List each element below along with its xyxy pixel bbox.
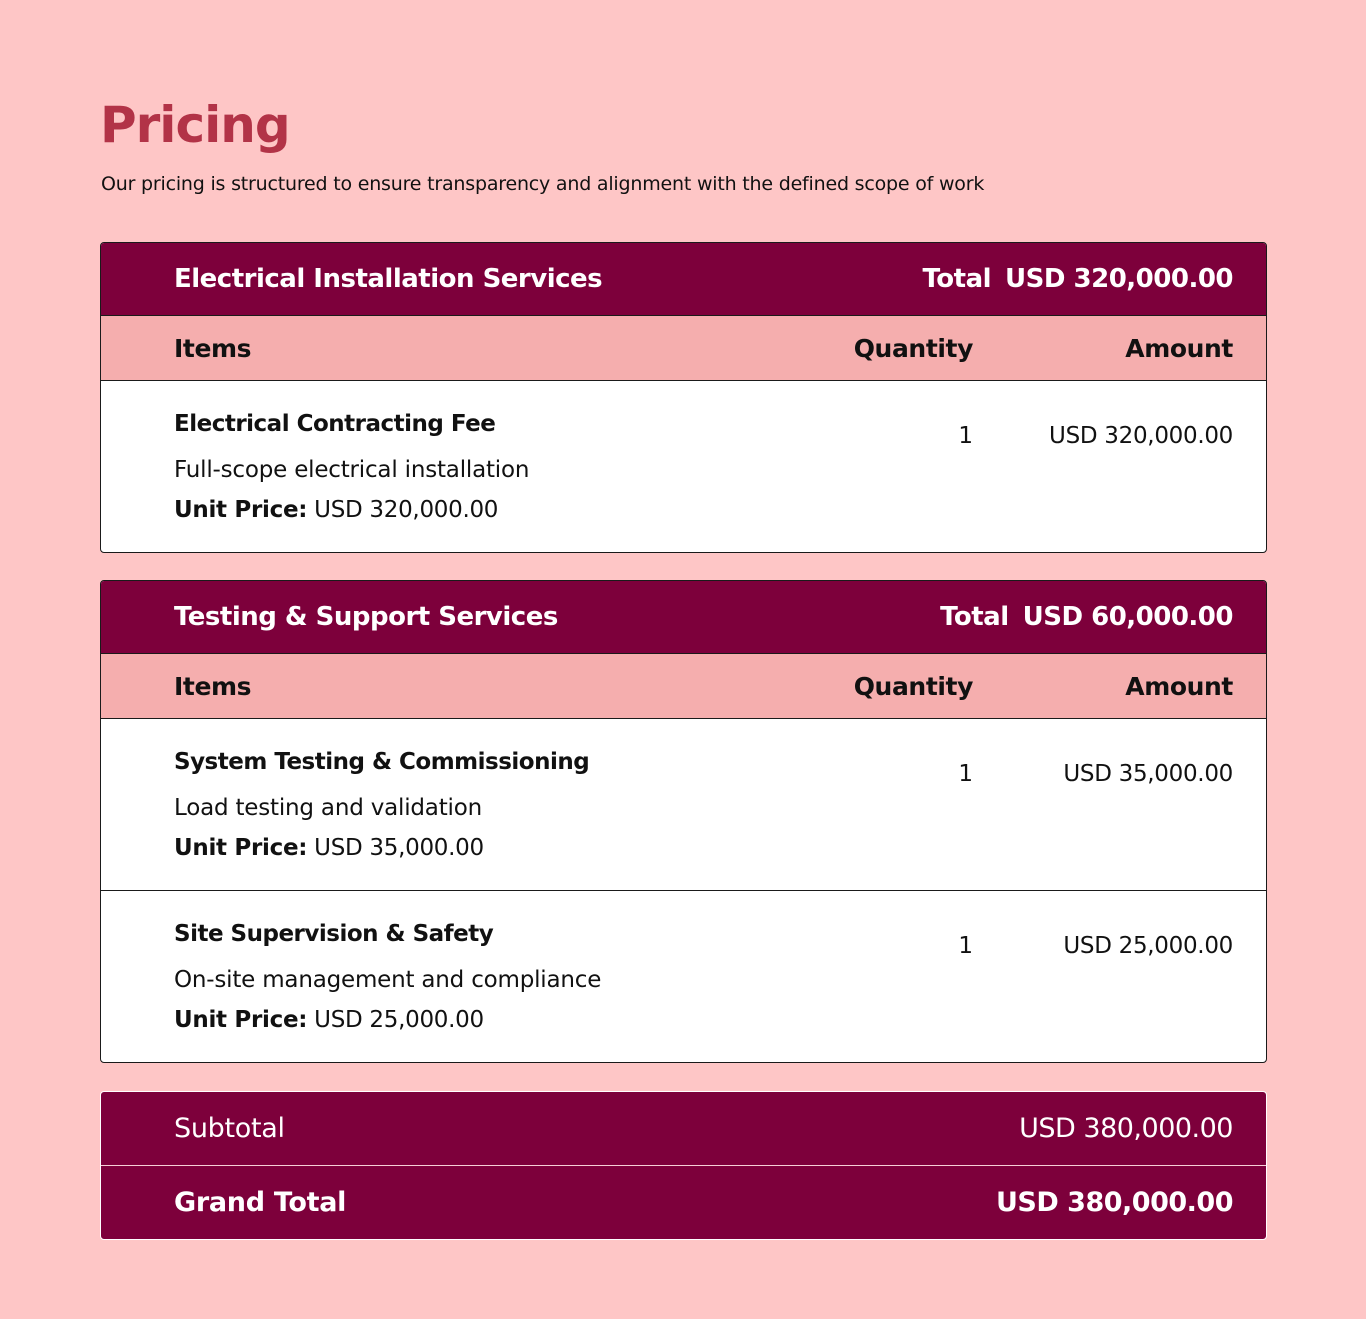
line-item-description: Load testing and validation [174,795,482,821]
section-header [101,243,1266,316]
section-total-label: Total [940,602,1009,632]
subtotal-label: Subtotal [174,1113,285,1144]
column-header-amount: Amount [1125,671,1233,701]
line-item-name: Electrical Contracting Fee [174,411,496,437]
unit-price-label: Unit Price: [174,497,308,523]
unit-price-label: Unit Price: [174,835,308,861]
line-item-details [174,747,813,863]
section-total-value: USD 320,000.00 [1005,264,1233,294]
line-item-description: Full-scope electrical installation [174,457,530,483]
line-item [101,890,1266,1062]
column-header-items: Items [174,671,252,701]
section-header [101,581,1266,654]
line-item [101,381,1266,552]
section-total [923,264,1233,294]
line-item-quantity: 1 [958,423,973,449]
subtotal-value: USD 380,000.00 [1019,1113,1233,1144]
line-item-quantity: 1 [958,933,973,959]
section-title: Electrical Installation Services [174,264,603,294]
section-title: Testing & Support Services [174,602,558,632]
subtotal-row [101,1092,1266,1165]
unit-price-label: Unit Price: [174,1007,308,1033]
line-item-quantity: 1 [958,761,973,787]
column-header-row [101,316,1266,381]
column-header-amount: Amount [1125,333,1233,363]
pricing-section-electrical-installation [100,242,1267,553]
line-item-unit-price [174,495,813,525]
line-item-amount: USD 35,000.00 [1063,761,1233,787]
line-item-details [174,409,813,525]
column-header-row [101,654,1266,719]
totals-summary [100,1091,1267,1240]
line-item-description: On-site management and compliance [174,967,602,993]
section-total [940,602,1233,632]
page-title: Pricing [100,96,290,154]
pricing-section-testing-support [100,580,1267,1063]
line-item-unit-price [174,833,813,863]
page-subtitle: Our pricing is structured to ensure transparency and alignment with the defined scope of work [101,173,985,195]
unit-price-value: USD 25,000.00 [314,1007,484,1033]
line-item-name: System Testing & Commissioning [174,749,590,775]
section-total-label: Total [922,264,992,294]
line-item-amount: USD 320,000.00 [1049,423,1233,449]
section-total-value: USD 60,000.00 [1022,602,1233,632]
line-item-unit-price [174,1005,813,1035]
column-header-items: Items [174,333,252,363]
line-item-name: Site Supervision & Safety [174,921,494,947]
line-item-details [174,919,813,1035]
unit-price-value: USD 35,000.00 [314,835,484,861]
grand-total-value: USD 380,000.00 [996,1187,1233,1218]
column-header-quantity: Quantity [853,671,973,701]
line-item-amount: USD 25,000.00 [1063,933,1233,959]
unit-price-value: USD 320,000.00 [314,497,499,523]
line-item [101,719,1266,890]
grand-total-label: Grand Total [174,1187,347,1218]
grand-total-row [101,1165,1266,1239]
column-header-quantity: Quantity [853,333,973,363]
